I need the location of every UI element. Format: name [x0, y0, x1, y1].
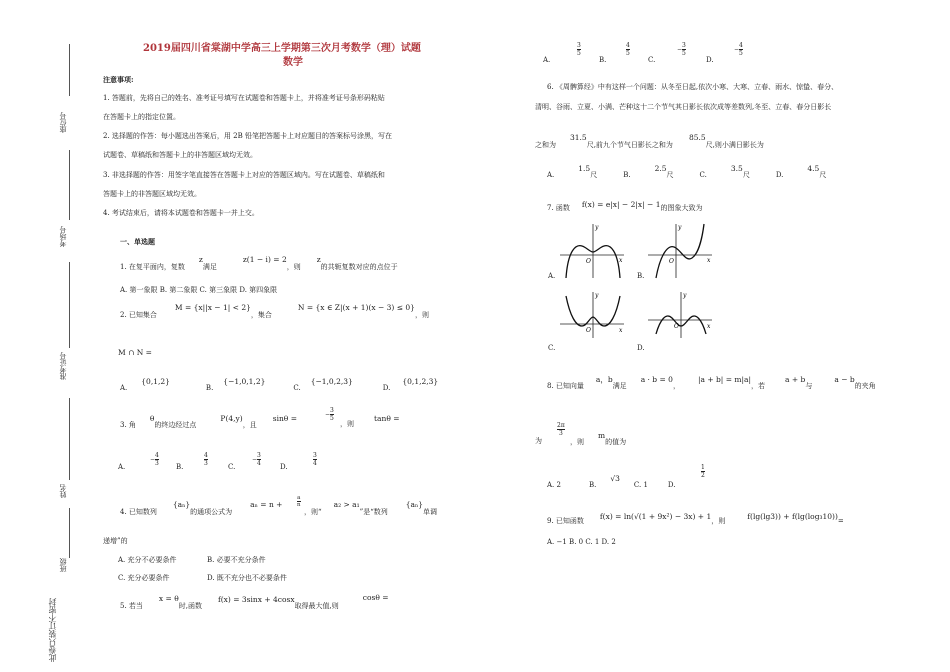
q8-stem: 8. 已知向量a，b满足a · b = 0，|a + b| = m|a|，若a + b与a − b的夹角 [547, 375, 876, 390]
binding-line-1 [69, 44, 70, 96]
q8-angle: 2π 3 [557, 422, 565, 437]
q7-opt-a-label: A. [548, 272, 556, 280]
q4-stem-3: 递增”的 [103, 537, 128, 545]
q5-opt-d-label: D. [706, 56, 714, 64]
notice-line: 在答题卡上的指定位置。 [103, 113, 180, 121]
q3-sin-value: − $\frac{3}{5}$ [325, 407, 334, 422]
origin-label: O [669, 258, 674, 265]
seat-label: 座位号 [59, 112, 67, 133]
axis-x-label: x [707, 257, 711, 264]
q5-opt-c: − $\frac{3}{5}$ [677, 42, 686, 57]
q8-opt-d: 1 2 [701, 464, 705, 479]
q5-opt-a: $\frac{3}{5}$ [577, 42, 581, 57]
q7-stem: 7. 函数 f(x) = e|x| − 2|x| − 1的图象大致为 [547, 200, 703, 212]
page-subtitle: 数学 [283, 57, 303, 68]
q3-opt-b-label: B. [176, 463, 184, 471]
q7-graph-a [558, 220, 628, 280]
q3-opt-c-label: C. [228, 463, 236, 471]
q4-opt-c: C. 充分必要条件 [118, 574, 170, 582]
notice-line: 3. 非选择题的作答：用签字笔直接答在答题卡上对应的答题区域内。写在试题卷、草稿纸和 [103, 171, 385, 179]
origin-label: O [674, 323, 679, 330]
q1-stem: 1. 在复平面内，复数z满足z(1 − i) = 2，则z的共轭复数对应的点位于 [120, 255, 398, 271]
q6-line-1: 6. 《周髀算经》中有这样一个问题：从冬至日起,依次小寒、大寒、立春、雨水、惊蛰、春分、 [547, 83, 839, 91]
q3-opt-c: − $\frac{3}{4}$ [252, 452, 261, 467]
origin-label: O [586, 327, 591, 334]
q4-frac: a n [297, 495, 301, 508]
exam-room-label: 考场号 [59, 226, 67, 247]
q3-opt-a-label: A. [118, 463, 126, 471]
axis-y-label: y [595, 224, 599, 231]
q4-opt-b: B. 必要不充分条件 [207, 556, 266, 564]
q7-graph-b [646, 220, 716, 280]
q4-stem-2: ，则“a₂ > a₁”是“数列{aₙ}单调 [304, 500, 438, 516]
notice-heading: 注意事项: [103, 75, 134, 84]
q7-graph-d [646, 290, 716, 340]
q8-options: A. 2 B.√3C. 1 D. [547, 474, 676, 489]
axis-x-label: x [619, 257, 623, 264]
q3-opt-a: − $\frac{4}{3}$ [150, 452, 159, 467]
q7-opt-b-label: B. [637, 272, 645, 280]
binding-line-3 [69, 262, 70, 348]
page-title: 2019届四川省棠湖中学高三上学期第三次月考数学（理）试题 [143, 43, 421, 54]
q3-opt-d-label: D. [280, 463, 288, 471]
q6-line-3: 之和为31.5尺,前九个节气日影长之和为85.5尺,则小满日影长为 [535, 133, 764, 149]
q5-opt-c-label: C. [648, 56, 656, 64]
q7-opt-d-label: D. [637, 344, 645, 352]
axis-x-label: x [619, 327, 623, 334]
q2-stem: 2. 已知集合M = {x||x − 1| < 2}，集合N = {x ∈ Z|(x + 1)(x − 3) ≤ 0}，则 [120, 303, 429, 319]
axis-y-label: y [678, 224, 682, 231]
q3-opt-b: $\frac{4}{3}$ [204, 452, 208, 467]
notice-line: 2. 选择题的作答：每小题选出答案后，用 2B 铅笔把答题卡上对应题目的答案标号涂黑，写在 [103, 132, 392, 140]
ticket-label: 准考证号 [59, 352, 67, 380]
axis-x-label: x [707, 323, 711, 330]
notice-line: 4. 考试结束后，请将本试题卷和答题卡一并上交。 [103, 209, 259, 217]
class-label: 班级 [59, 558, 67, 572]
q1-options: A. 第一象限 B. 第二象限 C. 第三象限 D. 第四象限 [120, 286, 278, 294]
q3-opt-d: $\frac{3}{4}$ [313, 452, 317, 467]
q2-expr: M ∩ N = [118, 348, 152, 357]
q4-stem: 4. 已知数列{aₙ}的通项公式为aₙ = n + [120, 500, 283, 516]
section-heading: 一、单选题 [120, 237, 155, 246]
q6-options: A.1.5尺 B.2.5尺 C.3.5尺 D.4.5尺 [547, 164, 827, 179]
notice-line: 1. 答题前，先将自己的姓名、准考证号填写在试题卷和答题卡上，并将准考证号条形码粘贴 [103, 94, 385, 102]
q3-stem: 3. 角θ的终边经过点P(4,y)，且sinθ = [120, 414, 297, 429]
axis-y-label: y [683, 292, 687, 299]
q5-opt-b-label: B. [599, 56, 607, 64]
q4-opt-a: A. 充分不必要条件 [118, 556, 177, 564]
notice-line: 试题卷、草稿纸和答题卡上的非答题区域均无效。 [103, 151, 257, 159]
origin-label: O [586, 258, 591, 265]
seal-notice: 此卷只装订不密封 [48, 598, 57, 662]
binding-line-4 [69, 398, 70, 480]
q3-tan: tanθ = [374, 414, 400, 423]
notice-line: 答题卡上的非答题区域均无效。 [103, 190, 201, 198]
q5-stem: 5. 若当x = θ时,函数f(x) = 3sinx + 4cosx取得最大值,则cosθ = [120, 593, 389, 610]
q8-stem-2: 为 [535, 437, 542, 445]
q5-opt-d: − $\frac{4}{5}$ [734, 42, 743, 57]
q5-opt-b: $\frac{4}{5}$ [626, 42, 630, 57]
q2-options: A.{0,1,2}B.{−1,0,1,2}C.{−1,0,2,3}D.{0,1,2,3} [120, 377, 439, 392]
binding-line-2 [69, 150, 70, 220]
axis-y-label: y [595, 292, 599, 299]
binding-line-5 [69, 508, 70, 558]
q9-options: A. −1 B. 0 C. 1 D. 2 [547, 538, 616, 546]
q5-opt-a-label: A. [543, 56, 551, 64]
name-label: 姓名 [59, 484, 67, 498]
q9-stem: 9. 已知函数 f(x) = ln(√(1 + 9x²) − 3x) + 1，则 f(lg(lg3)) + f(lg(log₃10))= [547, 512, 844, 525]
q8-stem-3: ，则m的值为 [570, 431, 627, 446]
q7-graph-c [558, 290, 628, 340]
q7-opt-c-label: C. [548, 344, 556, 352]
q3-then: ，则 [340, 420, 354, 428]
q6-line-2: 清明、谷雨、立夏、小满、芒种这十二个节气其日影长依次成等差数列,冬至、立春、春分日影长 [535, 103, 832, 111]
q4-opt-d: D. 既不充分也不必要条件 [207, 574, 287, 582]
